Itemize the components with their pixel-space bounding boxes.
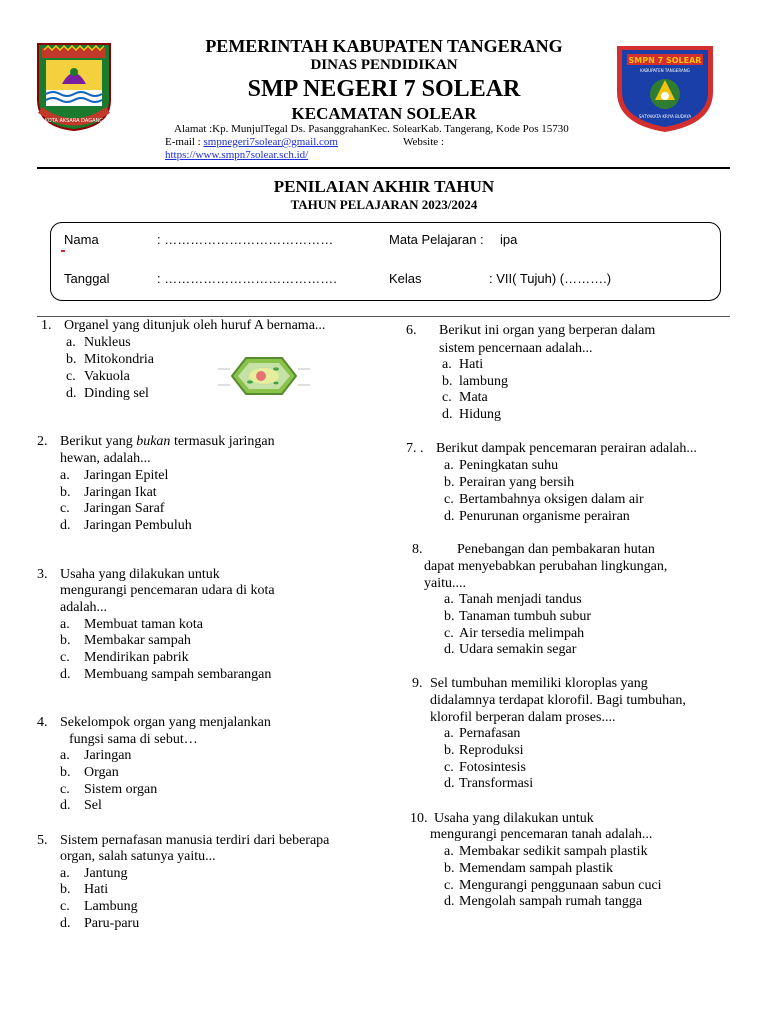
question-1-option-d-letter: d. [66,386,77,401]
question-9-option-c[interactable]: Fotosintesis [459,760,526,775]
school-logo-title: SMPN 7 SOLEAR [628,56,702,65]
question-8-option-c-letter: c. [444,626,454,641]
student-info-box [50,222,721,301]
district-name: KECAMATAN SOLEAR [291,104,477,123]
school-name: SMP NEGERI 7 SOLEAR [247,76,521,102]
question-9-number: 9. [412,676,423,691]
question-9-text-line2: didalamnya terdapat klorofil. Bagi tumbuhan, [430,693,686,708]
question-1-number: 1. [41,318,52,333]
mapel-label: Mata Pelajaran : [389,232,484,247]
question-6-number: 6. [406,323,417,338]
question-4-option-a-letter: a. [60,748,70,763]
question-10-option-c[interactable]: Mengurangi penggunaan sabun cuci [459,878,662,893]
question-3-number: 3. [37,567,48,582]
nama-field[interactable]: : ………………………………… [157,232,334,247]
question-2-emphasis: bukan [136,434,171,449]
tanggal-label: Tanggal [64,271,110,286]
question-9-option-b[interactable]: Reproduksi [459,743,524,758]
question-10-option-c-letter: c. [444,878,454,893]
question-2-text [60,433,275,450]
question-10-text: Usaha yang dilakukan untuk [434,811,594,826]
question-10-number: 10. [410,811,428,826]
question-8-text-line2: dapat menyebabkan perubahan lingkungan, [424,559,668,574]
question-4-text: Sekelompok organ yang menjalankan [60,715,271,730]
question-5-option-c[interactable]: Lambung [84,899,138,914]
question-6-text: Berikut ini organ yang berperan dalam [439,323,656,338]
question-5-text-line2: organ, salah satunya yaitu... [60,849,216,864]
question-10-text-line2: mengurangi pencemaran tanah adalah... [430,827,653,842]
email-link[interactable]: smpnegeri7solear@gmail.com [203,136,338,148]
question-2-option-a[interactable]: Jaringan Epitel [84,468,169,483]
question-9-option-c-letter: c. [444,760,454,775]
question-10-option-a-letter: a. [444,844,454,859]
question-8-number: 8. [412,542,423,557]
question-5-number: 5. [37,833,48,848]
district-logo [34,40,114,132]
tanggal-field[interactable]: : …………………………………. [157,271,337,286]
question-8-text: Penebangan dan pembakaran hutan [457,542,655,557]
question-2-text-line2: hewan, adalah... [60,451,151,466]
question-3-option-d-letter: d. [60,667,71,682]
question-4-option-b[interactable]: Organ [84,765,119,780]
question-10-option-b[interactable]: Memendam sampah plastik [459,861,613,876]
government-title: PEMERINTAH KABUPATEN TANGERANG [205,36,563,56]
question-9-option-a[interactable]: Pernafasan [459,726,521,741]
question-2-pre: Berikut yang [60,434,137,449]
question-8-option-d[interactable]: Udara semakin segar [459,642,577,657]
school-address: Alamat :Kp. MunjulTegal Ds. PasanggrahanKec. SolearKab. Tangerang, Kode Pos 15730 [174,123,569,135]
question-1-option-a-letter: a. [66,335,76,350]
question-9-option-b-letter: b. [444,743,455,758]
question-9-text-line3: klorofil berperan dalam proses.... [430,710,616,725]
question-7-text: Berikut dampak pencemaran perairan adalah... [436,441,697,456]
question-5-option-b[interactable]: Hati [84,882,109,897]
question-4-option-c[interactable]: Sistem organ [84,782,158,797]
question-2-post: termasuk jaringan [170,434,275,449]
question-4-number: 4. [37,715,48,730]
question-1-option-c[interactable]: Vakuola [84,369,130,384]
question-7-option-c[interactable]: Bertambahnya oksigen dalam air [459,492,644,507]
question-6-option-d-letter: d. [442,407,453,422]
question-2-option-a-letter: a. [60,468,70,483]
question-8-option-c[interactable]: Air tersedia melimpah [459,626,585,641]
question-1-option-c-letter: c. [66,369,76,384]
question-7-option-c-letter: c. [444,492,454,507]
question-1-option-a[interactable]: Nukleus [84,335,131,350]
question-6-option-b[interactable]: lambung [459,374,508,389]
question-3-text-line2: mengurangi pencemaran udara di kota [60,583,275,598]
question-5-option-a-letter: a. [60,866,70,881]
question-7-number: 7. . [406,441,424,456]
question-4-option-a[interactable]: Jaringan [84,748,132,763]
question-2-option-d-letter: d. [60,518,71,533]
question-5-option-c-letter: c. [60,899,70,914]
district-logo-text: KOTA AKSARA DAGANG [44,118,104,124]
email-label: E-mail : [165,136,204,148]
question-6-option-c[interactable]: Mata [459,390,488,405]
question-2-option-d[interactable]: Jaringan Pembuluh [84,518,192,533]
question-8-option-a[interactable]: Tanah menjadi tandus [459,592,582,607]
question-3-text: Usaha yang dilakukan untuk [60,567,220,582]
question-2-option-c-letter: c. [60,501,70,516]
question-8-text-line3: yaitu.... [424,576,466,591]
question-6-option-b-letter: b. [442,374,453,389]
exam-year: TAHUN PELAJARAN 2023/2024 [290,197,478,212]
question-7-option-d-letter: d. [444,509,455,524]
question-5-text: Sistem pernafasan manusia terdiri dari beberapa [60,833,330,848]
website-label: Website : [403,136,444,148]
question-3-option-c-letter: c. [60,650,70,665]
question-5-option-b-letter: b. [60,882,71,897]
question-6-text-line2: sistem pencernaan adalah... [439,341,593,356]
school-logo-motto: SATYAKATA KRIYA BUDAYA [638,114,692,119]
website-line [165,149,308,161]
question-8-option-b[interactable]: Tanaman tumbuh subur [459,609,591,624]
question-4-option-d[interactable]: Sel [84,798,102,813]
question-7-option-a[interactable]: Peningkatan suhu [459,458,559,473]
department-title: DINAS PENDIDIKAN [310,57,458,73]
question-3-text-line3: adalah... [60,600,108,615]
website-link[interactable]: https://www.smpn7solear.sch.id/ [165,149,309,161]
question-7-option-d[interactable]: Penurunan organisme perairan [459,509,630,524]
question-10-option-d[interactable]: Mengolah sampah rumah tangga [459,894,643,909]
question-5-option-a[interactable]: Jantung [84,866,128,881]
question-8-option-b-letter: b. [444,609,455,624]
question-9-option-d-letter: d. [444,776,455,791]
question-1-option-b-letter: b. [66,352,77,367]
question-7-option-b[interactable]: Perairan yang bersih [459,475,575,490]
question-10-option-b-letter: b. [444,861,455,876]
question-2-option-c[interactable]: Jaringan Saraf [84,501,165,516]
red-mark [61,250,65,252]
plant-cell-image [216,355,312,397]
question-3-option-b[interactable]: Membakar sampah [84,633,191,648]
question-3-option-a[interactable]: Membuat taman kota [84,617,203,632]
question-7-option-b-letter: b. [444,475,455,490]
question-9-text: Sel tumbuhan memiliki kloroplas yang [430,676,648,691]
question-9-option-d[interactable]: Transformasi [459,776,534,791]
question-6-option-a[interactable]: Hati [459,357,484,372]
question-1-option-b[interactable]: Mitokondria [84,352,154,367]
question-10-option-d-letter: d. [444,894,455,909]
question-4-option-c-letter: c. [60,782,70,797]
question-6-option-a-letter: a. [442,357,452,372]
school-logo-subtitle: KABUPATEN TANGERANG [640,68,690,73]
question-5-option-d-letter: d. [60,916,71,931]
question-3-option-a-letter: a. [60,617,70,632]
question-3-option-d[interactable]: Membuang sampah sembarangan [84,667,272,682]
question-4-option-b-letter: b. [60,765,71,780]
question-7-option-a-letter: a. [444,458,454,473]
question-4-text-line2: fungsi sama di sebut… [69,732,198,747]
question-10-option-a[interactable]: Membakar sedikit sampah plastik [459,844,648,859]
question-3-option-c[interactable]: Mendirikan pabrik [84,650,189,665]
question-2-number: 2. [37,434,48,449]
header-divider [37,167,730,169]
kelas-value: : VII( Tujuh) (……….) [489,271,612,286]
question-1-option-d[interactable]: Dinding sel [84,386,149,401]
nama-label: Nama [64,232,99,247]
question-4-option-d-letter: d. [60,798,71,813]
question-2-option-b-letter: b. [60,485,71,500]
question-3-option-b-letter: b. [60,633,71,648]
question-6-option-c-letter: c. [442,390,452,405]
question-2-option-b[interactable]: Jaringan Ikat [84,485,157,500]
question-5-option-d[interactable]: Paru-paru [84,916,140,931]
mapel-value: ipa [500,232,518,247]
exam-title: PENILAIAN AKHIR TAHUN [273,177,495,196]
question-8-option-a-letter: a. [444,592,454,607]
question-1-text: Organel yang ditunjuk oleh huruf A bernama... [64,318,326,333]
school-logo [611,42,719,134]
question-9-option-a-letter: a. [444,726,454,741]
email-line [165,136,338,148]
question-8-option-d-letter: d. [444,642,455,657]
kelas-label: Kelas [389,271,422,286]
question-6-option-d[interactable]: Hidung [459,407,501,422]
